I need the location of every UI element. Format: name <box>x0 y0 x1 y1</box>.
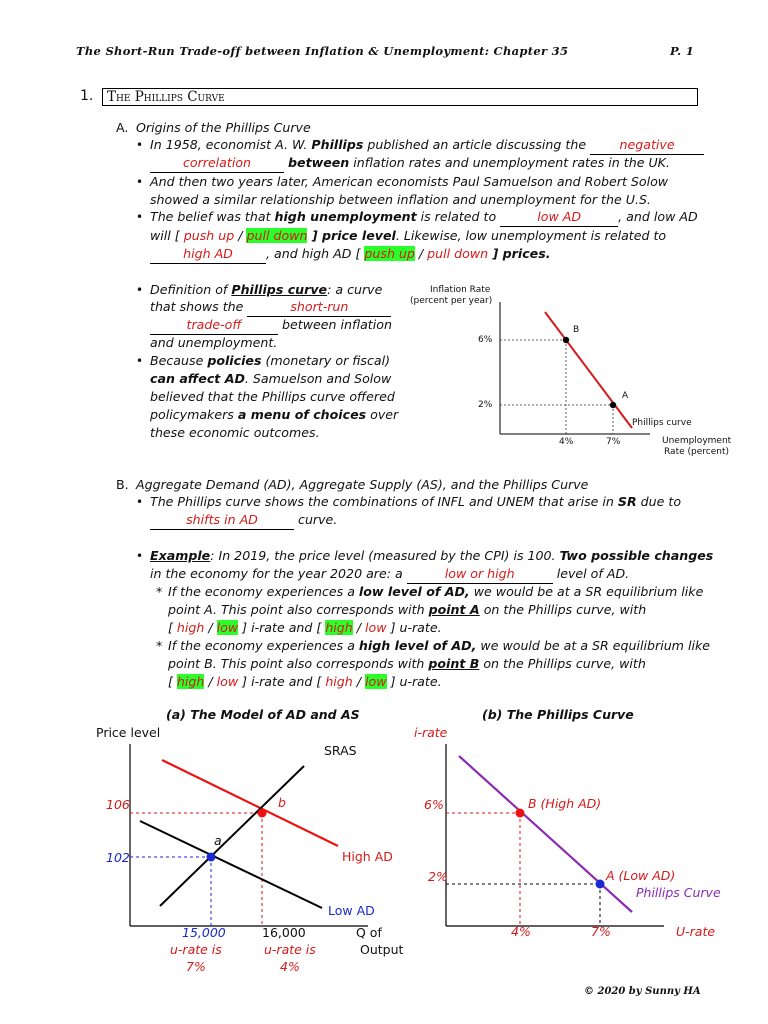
small-chart-y-title-2: (percent per year) <box>410 296 493 306</box>
bullet-marker: • <box>136 175 144 189</box>
small-chart-curve-label: Phillips curve <box>632 418 692 428</box>
page-number: P. 1 <box>670 44 694 58</box>
low-ad-curve <box>140 821 322 908</box>
graph-b-point-a <box>596 880 605 889</box>
a-bullet4-line1: Definition of Phillips curve: a curve <box>150 282 383 297</box>
part-b-letter: B. <box>116 477 129 492</box>
graph-a-point-a <box>207 853 216 862</box>
sub1-line3: [ high / low ] i-rate and [ high / low ] u-rate. <box>168 620 442 635</box>
example-line2: in the economy for the year 2020 are: a low or high level of AD. <box>150 565 629 584</box>
graph-b-point-a-label: A (Low AD) <box>606 868 676 883</box>
sub2-line1: If the economy experiences a high level of AD, we would be at a SR equilibrium like <box>168 638 710 653</box>
bullet-marker: • <box>136 549 144 563</box>
bullet-marker: • <box>136 138 144 152</box>
example-line1: Example: In 2019, the price level (measured by the CPI) is 100. Two possible changes <box>150 548 714 563</box>
a-bullet5-line1: Because policies (monetary or fiscal) <box>150 353 390 368</box>
y-tick-102: 102 <box>106 850 130 865</box>
header-title: The Short-Run Trade-off between Inflation & Unemployment: Chapter 35 <box>76 44 569 58</box>
sub2-line3: [ high / low ] i-rate and [ high / low ] u-rate. <box>168 674 442 689</box>
bullet-marker: • <box>136 283 144 297</box>
a-bullet4-line4: and unemployment. <box>150 335 278 350</box>
sras-curve <box>160 766 304 906</box>
a-bullet4-line2: that shows the short-run <box>150 298 391 317</box>
part-b-heading: Aggregate Demand (AD), Aggregate Supply (AS), and the Phillips Curve <box>136 477 589 492</box>
graph-b-x-tick-4: 4% <box>511 924 531 939</box>
blank-answer: high AD <box>150 245 266 264</box>
high-ad-curve <box>162 760 338 846</box>
note-15000-1: u-rate is <box>170 942 222 957</box>
small-chart-x-tick: 4% <box>559 437 574 447</box>
graph-b-point-b <box>516 809 525 818</box>
star-marker: * <box>156 584 163 599</box>
graph-b-x-title: U-rate <box>676 924 716 939</box>
graph-a-title: (a) The Model of AD and AS <box>166 707 360 722</box>
graph-a-point-b <box>258 809 267 818</box>
point-b-label: b <box>278 795 286 810</box>
graph-a-x-title-1: Q of <box>356 925 382 940</box>
graph-b-title: (b) The Phillips Curve <box>482 707 634 722</box>
blank-answer: correlation <box>150 154 284 173</box>
x-tick-15000: 15,000 <box>182 925 226 940</box>
sub1-line2: point A. This point also corresponds with point A on the Phillips curve, with <box>168 602 647 617</box>
blank-answer: low AD <box>500 208 618 227</box>
a-bullet1-line2: correlation between inflation rates and unemployment rates in the UK. <box>150 154 670 173</box>
section-title: The Phillips Curve <box>102 88 698 106</box>
part-a-letter: A. <box>116 120 129 135</box>
a-bullet5-line5: these economic outcomes. <box>150 425 320 440</box>
copyright-footer: © 2020 by Sunny HA <box>584 986 701 997</box>
a-bullet3-line2: will [ push up / pull down ] price level. Likewise, low unemployment is related to <box>150 228 667 243</box>
y-tick-106: 106 <box>106 797 130 812</box>
a-bullet3-line3: high AD , and high AD [ push up / pull down ] prices. <box>150 245 550 264</box>
a-bullet5-line4: policymakers a menu of choices over <box>150 407 399 422</box>
a-bullet1-line1: In 1958, economist A. W. Phillips published an article discussing the negative <box>150 136 704 155</box>
graph-b-point-b-label: B (High AD) <box>528 796 602 811</box>
blank-answer: short-run <box>247 298 391 317</box>
blank-answer: low or high <box>407 565 553 584</box>
a-bullet5-line3: believed that the Phillips curve offered <box>150 389 395 404</box>
graph-b-y-tick-2: 2% <box>428 869 448 884</box>
a-bullet2-line1: And then two years later, American economists Paul Samuelson and Robert Solow <box>150 174 669 189</box>
small-chart-x-title-1: Unemployment <box>662 436 732 446</box>
small-chart-y-tick: 6% <box>478 335 493 345</box>
b-bullet1-line1: The Phillips curve shows the combinations of INFL and UNEM that arise in SR due to <box>150 494 682 509</box>
graph-b-y-tick-6: 6% <box>424 797 444 812</box>
bullet-marker: • <box>136 495 144 509</box>
blank-answer: trade-off <box>150 316 278 335</box>
small-chart-y-tick: 2% <box>478 400 493 410</box>
phillips-curve-line <box>459 756 632 912</box>
small-chart-label-a: A <box>622 391 629 401</box>
star-marker: * <box>156 638 163 653</box>
graph-a-y-label: Price level <box>96 725 161 740</box>
b-bullet1-line2: shifts in AD curve. <box>150 511 337 530</box>
a-bullet3-line1: The belief was that high unemployment is related to low AD , and low AD <box>150 208 698 227</box>
graph-a-x-title-2: Output <box>360 942 404 957</box>
low-ad-label: Low AD <box>328 903 375 918</box>
blank-answer: negative <box>590 136 704 155</box>
x-tick-16000: 16,000 <box>262 925 306 940</box>
graph-b-x-tick-7: 7% <box>591 924 611 939</box>
small-chart-y-title-1: Inflation Rate <box>430 285 491 295</box>
sras-label: SRAS <box>324 743 357 758</box>
graph-b-y-label: i-rate <box>414 725 448 740</box>
a-bullet2-line2: showed a similar relationship between inflation and unemployment for the U.S. <box>150 192 651 207</box>
a-bullet4-line3: trade-off between inflation <box>150 316 392 335</box>
section-number: 1. <box>80 88 94 104</box>
high-ad-label: High AD <box>342 849 393 864</box>
bullet-marker: • <box>136 354 144 368</box>
blank-answer: shifts in AD <box>150 511 294 530</box>
bullet-marker: • <box>136 210 144 224</box>
sub2-line2: point B. This point also corresponds with point B on the Phillips curve, with <box>168 656 646 671</box>
note-16000-1: u-rate is <box>264 942 316 957</box>
point-a-label: a <box>214 833 222 848</box>
small-chart-x-tick: 7% <box>606 437 621 447</box>
graph-b-curve-label: Phillips Curve <box>636 885 721 900</box>
a-bullet5-line2: can affect AD. Samuelson and Solow <box>150 371 392 386</box>
sub1-line1: If the economy experiences a low level of AD, we would be at a SR equilibrium like <box>168 584 704 599</box>
note-16000-2: 4% <box>280 959 300 974</box>
small-chart-label-b: B <box>573 325 580 335</box>
note-15000-2: 7% <box>186 959 206 974</box>
part-a-heading: Origins of the Phillips Curve <box>136 120 311 135</box>
small-chart-x-title-2: Rate (percent) <box>664 447 729 457</box>
